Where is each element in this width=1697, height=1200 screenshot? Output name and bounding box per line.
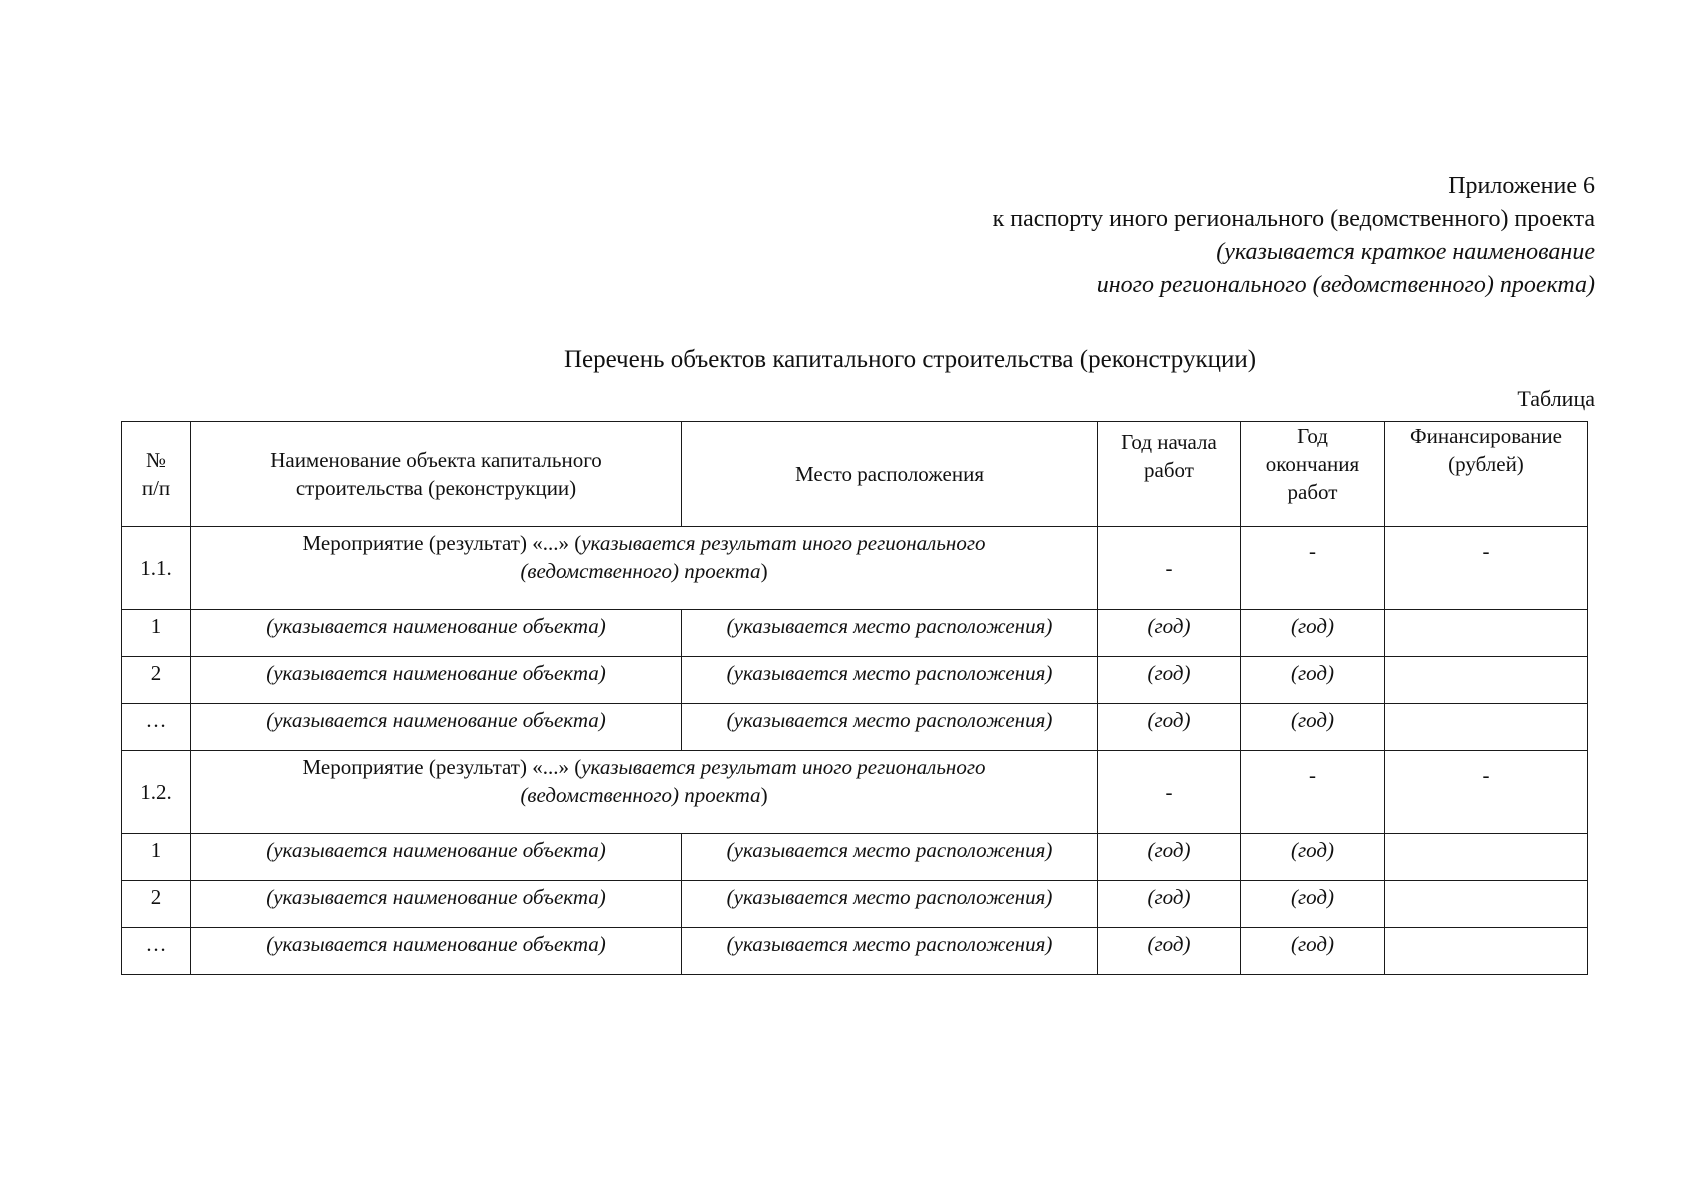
header-financing-line-2: (рублей): [1448, 452, 1524, 476]
header-start-year-line-2: работ: [1144, 458, 1194, 482]
header-start-year: [1098, 422, 1241, 527]
event-description-line-2: [195, 557, 1093, 585]
object-name: (указывается наименование объекта): [191, 610, 682, 657]
event-description-line-2: [195, 781, 1093, 809]
header-end-year-line-2: окончания: [1265, 452, 1360, 476]
object-name: (указывается наименование объекта): [191, 704, 682, 751]
header-end-year-line-1: Год: [1297, 424, 1328, 448]
object-row: [122, 610, 1588, 657]
object-end-year: (год): [1241, 657, 1385, 704]
event-project-text: (ведомственного) проекта: [520, 783, 761, 807]
event-number: 1.1.: [122, 527, 191, 610]
object-name: (указывается наименование объекта): [191, 881, 682, 928]
table-label: Таблица: [1517, 386, 1595, 411]
event-prefix: Мероприятие (результат) «...» (: [302, 755, 582, 779]
event-financing: -: [1385, 751, 1588, 834]
object-end-year: (год): [1241, 928, 1385, 975]
object-location: (указывается место расположения): [682, 610, 1098, 657]
objects-table: [121, 421, 1588, 975]
event-description: [191, 527, 1098, 610]
event-result-text: указывается результат иного регионального: [581, 755, 986, 779]
object-location: (указывается место расположения): [682, 657, 1098, 704]
event-end-year: -: [1241, 751, 1385, 834]
object-end-year: (год): [1241, 834, 1385, 881]
event-end-year: -: [1241, 527, 1385, 610]
object-number: 1: [122, 610, 191, 657]
object-name: (указывается наименование объекта): [191, 834, 682, 881]
object-number: 1: [122, 834, 191, 881]
object-financing: [1385, 704, 1588, 751]
object-start-year: (год): [1098, 704, 1241, 751]
object-row: [122, 881, 1588, 928]
object-start-year: (год): [1098, 928, 1241, 975]
object-location: (указывается место расположения): [682, 704, 1098, 751]
header-number-line-2: п/п: [141, 476, 171, 500]
event-start-year: -: [1098, 527, 1241, 610]
object-financing: [1385, 881, 1588, 928]
object-end-year: (год): [1241, 881, 1385, 928]
event-suffix: ): [760, 559, 768, 583]
object-end-year: (год): [1241, 704, 1385, 751]
event-suffix: ): [760, 783, 768, 807]
object-location: (указывается место расположения): [682, 881, 1098, 928]
object-number: 2: [122, 657, 191, 704]
object-location: (указывается место расположения): [682, 928, 1098, 975]
appendix-number: Приложение 6: [1448, 173, 1595, 199]
object-row: [122, 928, 1588, 975]
object-number: …: [122, 928, 191, 975]
object-name: (указывается наименование объекта): [191, 928, 682, 975]
object-start-year: (год): [1098, 834, 1241, 881]
header-number-line-1: №: [145, 448, 167, 472]
header-financing-line-1: Финансирование: [1410, 424, 1562, 448]
header-end-year: [1241, 422, 1385, 527]
header-start-year-line-1: Год начала: [1121, 430, 1217, 454]
object-start-year: (год): [1098, 657, 1241, 704]
event-financing: -: [1385, 527, 1588, 610]
appendix-reference: к паспорту иного регионального (ведомственного) проекта: [992, 206, 1595, 232]
event-description-line-1: [195, 753, 1093, 781]
event-row: [122, 527, 1588, 610]
appendix-note-line-1: (указывается краткое наименование: [1216, 239, 1595, 265]
object-financing: [1385, 657, 1588, 704]
appendix-note-line-2: иного регионального (ведомственного) проекта): [1096, 272, 1595, 298]
event-number: 1.2.: [122, 751, 191, 834]
object-row: [122, 704, 1588, 751]
object-end-year: (год): [1241, 610, 1385, 657]
header-number: [122, 422, 191, 527]
document-title: Перечень объектов капитального строительства (реконструкции): [563, 346, 1257, 373]
object-financing: [1385, 928, 1588, 975]
event-description: [191, 751, 1098, 834]
event-result-text: указывается результат иного регионального: [581, 531, 986, 555]
object-financing: [1385, 834, 1588, 881]
header-end-year-line-3: работ: [1287, 480, 1338, 504]
appendix-header: [993, 170, 1595, 302]
table-header-row: [122, 422, 1588, 527]
event-start-year: -: [1098, 751, 1241, 834]
header-object-name-line-2: строительства (реконструкции): [295, 476, 577, 500]
object-financing: [1385, 610, 1588, 657]
object-row: [122, 657, 1588, 704]
object-row: [122, 834, 1588, 881]
object-start-year: (год): [1098, 881, 1241, 928]
object-number: …: [122, 704, 191, 751]
object-start-year: (год): [1098, 610, 1241, 657]
object-location: (указывается место расположения): [682, 834, 1098, 881]
event-prefix: Мероприятие (результат) «...» (: [302, 531, 582, 555]
header-financing: [1385, 422, 1588, 527]
object-number: 2: [122, 881, 191, 928]
header-object-name-line-1: Наименование объекта капитального: [270, 448, 602, 472]
header-location-label: Место расположения: [795, 462, 984, 486]
header-location: [682, 422, 1098, 527]
event-project-text: (ведомственного) проекта: [520, 559, 761, 583]
event-row: [122, 751, 1588, 834]
object-name: (указывается наименование объекта): [191, 657, 682, 704]
event-description-line-1: [195, 529, 1093, 557]
header-object-name: [191, 422, 682, 527]
